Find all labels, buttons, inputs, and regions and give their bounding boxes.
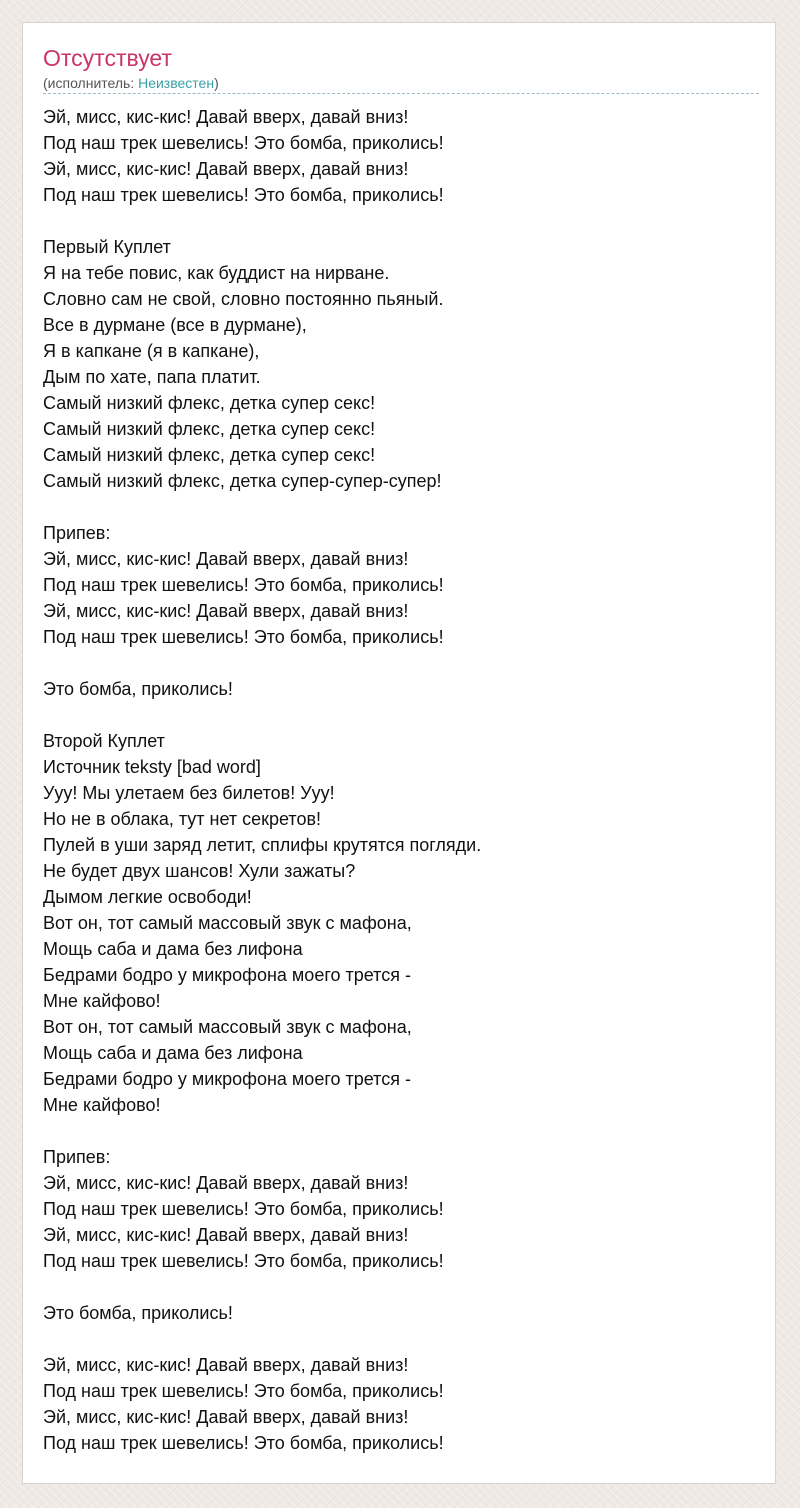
- artist-prefix: (исполнитель:: [43, 75, 139, 91]
- lyrics-text: Эй, мисс, кис-кис! Давай вверх, давай вниз! Под наш трек шевелись! Это бомба, приколись! Эй, мисс, кис-кис! Давай вверх, давай вниз! Под наш трек шевелись! Это бомба, приколись! Первый Куплет Я на тебе повис, как буддист на нирване. Словно сам не свой, словно постоянно пьяный. Все в дурмане (все в дурмане), Я в капкане (я в капкане), Дым по хате, папа платит. Самый низкий флекс, детка супер секс! Самый низкий флекс, детка супер секс! Самый низкий флекс, детка супер секс! Самый низкий флекс, детка супер-супер-супер! Припев: Эй, мисс, кис-кис! Давай вверх, давай вниз! Под наш трек шевелись! Это бомба, приколись! Эй, мисс, кис-кис! Давай вверх, давай вниз! Под наш трек шевелись! Это бомба, приколись! Это бомба, приколись! Второй Куплет Источник teksty [bad word] Ууу! Мы улетаем без билетов! Ууу! Но не в облака, тут нет секретов! Пулей в уши заряд летит, сплифы крутятся погляди. Не будет двух шансов! Хули зажаты? Дымом легкие освободи! Вот он, тот самый массовый звук с мафона, Мощь саба и дама без лифона Бедрами бодро у микрофона моего трется - Мне кайфово! Вот он, тот самый массовый звук с мафона, Мощь саба и дама без лифона Бедрами бодро у микрофона моего трется - Мне кайфово! Припев: Эй, мисс, кис-кис! Давай вверх, давай вниз! Под наш трек шевелись! Это бомба, приколись! Эй, мисс, кис-кис! Давай вверх, давай вниз! Под наш трек шевелись! Это бомба, приколись! Это бомба, приколись! Эй, мисс, кис-кис! Давай вверх, давай вниз! Под наш трек шевелись! Это бомба, приколись! Эй, мисс, кис-кис! Давай вверх, давай вниз! Под наш трек шевелись! Это бомба, приколись!: [43, 107, 482, 1453]
- lyrics-card: [22, 22, 776, 1484]
- artist-line: [43, 74, 759, 94]
- artist-link[interactable]: Неизвестен: [138, 75, 215, 91]
- artist-suffix: ): [214, 75, 219, 91]
- song-title: Отсутствует: [43, 45, 172, 71]
